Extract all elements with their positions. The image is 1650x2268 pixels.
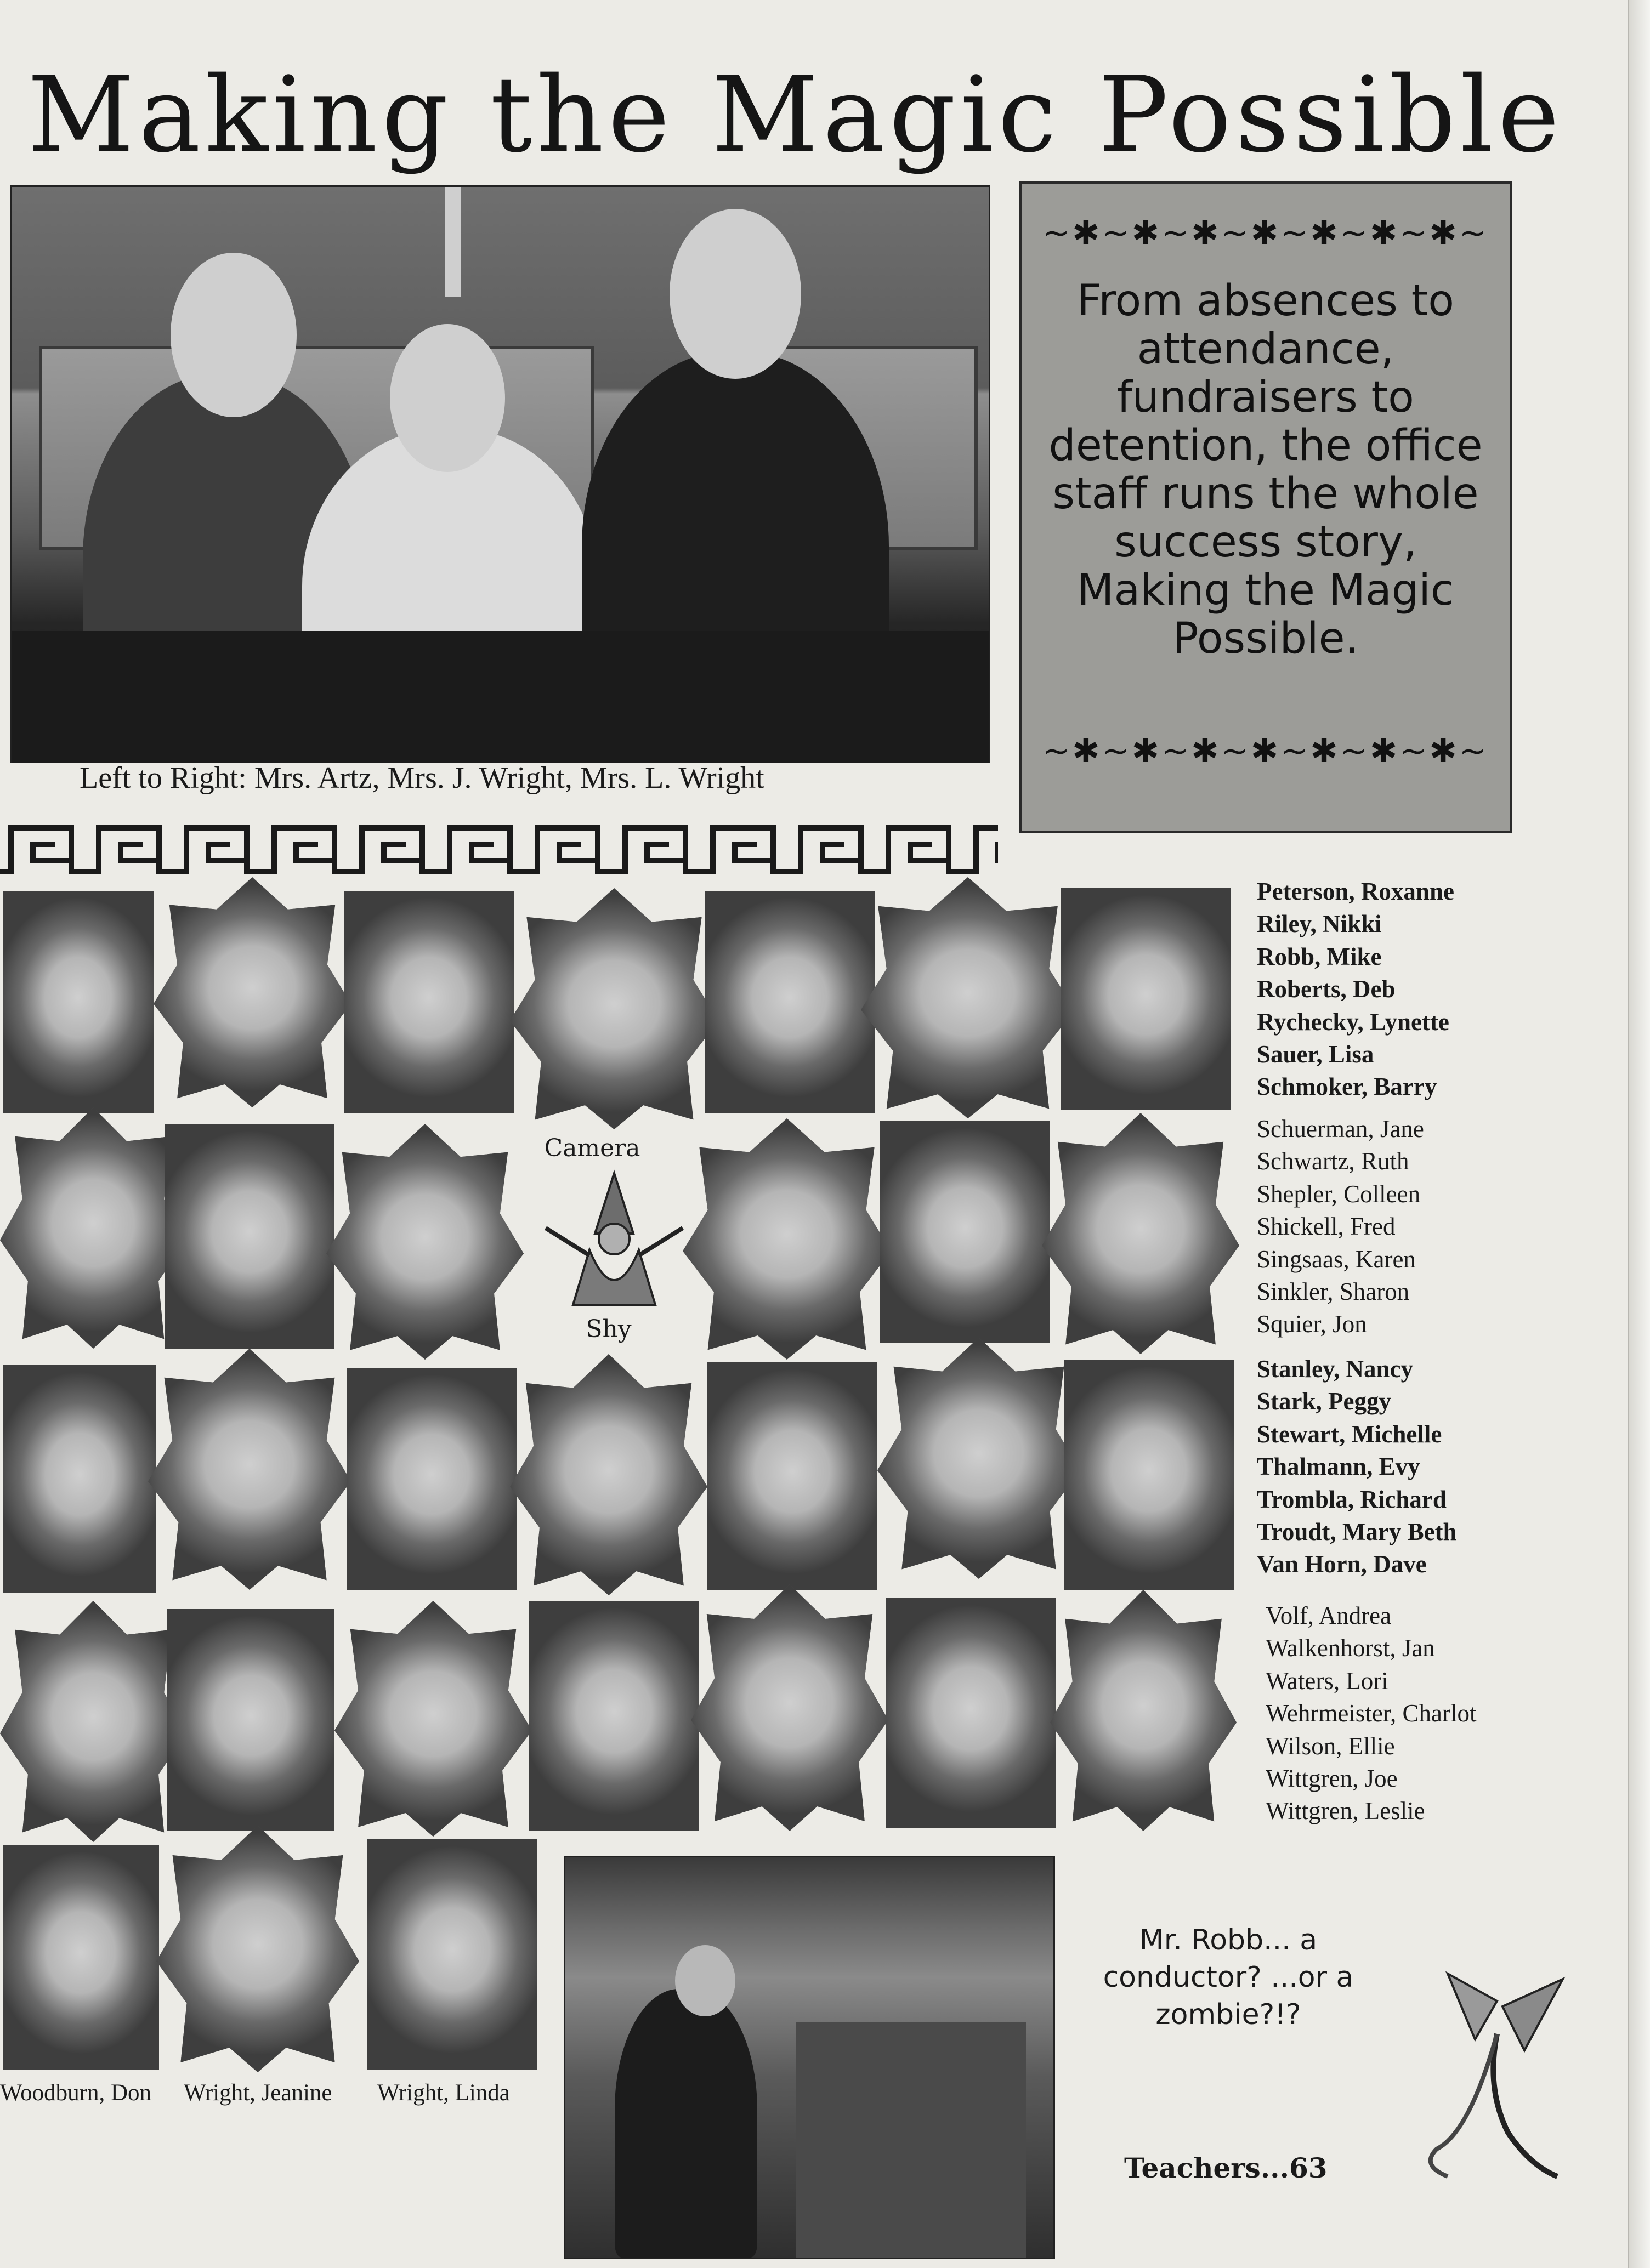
portrait xyxy=(510,888,718,1129)
portrait xyxy=(510,1354,707,1595)
portrait xyxy=(367,1839,537,2070)
staff-name: Shepler, Colleen xyxy=(1257,1180,1421,1208)
portrait xyxy=(1050,1590,1237,1831)
portrait xyxy=(148,1349,351,1590)
portrait xyxy=(886,1598,1056,1828)
name-list-group-1 xyxy=(1257,876,1520,1104)
portrait xyxy=(683,1118,891,1360)
staff-name: Sinkler, Sharon xyxy=(1257,1278,1410,1306)
portrait xyxy=(156,1826,359,2072)
staff-name: Van Horn, Dave xyxy=(1257,1550,1427,1578)
flag xyxy=(445,187,461,297)
portrait xyxy=(347,1368,517,1590)
portrait xyxy=(3,891,154,1113)
portrait xyxy=(0,1107,186,1349)
quote-decoration-bottom: ~✱~✱~✱~✱~✱~✱~✱~ xyxy=(1042,732,1489,770)
page-spine-edge xyxy=(1628,0,1650,2268)
wizard-mascot-icon xyxy=(535,1168,694,1310)
portrait xyxy=(1042,1113,1239,1354)
greek-key-border xyxy=(0,817,998,883)
staff-name: Singsaas, Karen xyxy=(1257,1245,1416,1273)
staff-name: Volf, Andrea xyxy=(1266,1602,1392,1629)
staff-name: Stark, Peggy xyxy=(1257,1388,1391,1416)
portrait-name-woodburn: Woodburn, Don xyxy=(0,2080,152,2106)
quote-decoration-top: ~✱~✱~✱~✱~✱~✱~✱~ xyxy=(1042,214,1489,252)
portrait xyxy=(3,1365,156,1593)
portrait xyxy=(705,891,875,1113)
office-counter xyxy=(12,631,989,763)
choir-group xyxy=(796,2022,1026,2258)
mascot-label-bottom: Shy xyxy=(586,1315,632,1343)
staff-name: Robb, Mike xyxy=(1257,942,1382,970)
name-list-group-4 xyxy=(1266,1600,1529,1828)
staff-name: Waters, Lori xyxy=(1266,1667,1388,1695)
staff-name: Walkenhorst, Jan xyxy=(1266,1634,1435,1662)
person-left-head xyxy=(171,253,297,417)
quote-text: From absences to attendance, fundraisers to detention, the office staff runs the whole success story, Making the Magic Possible. xyxy=(1048,276,1483,663)
portrait xyxy=(326,1124,524,1360)
person-middle-head xyxy=(390,324,505,472)
portrait xyxy=(165,1124,334,1349)
portrait xyxy=(334,1601,532,1837)
staff-name: Stanley, Nancy xyxy=(1257,1355,1414,1383)
staff-name: Wehrmeister, Charlot xyxy=(1266,1699,1477,1727)
portrait xyxy=(529,1601,699,1831)
staff-name: Thalmann, Evy xyxy=(1257,1453,1420,1481)
portrait xyxy=(344,891,514,1113)
name-list-group-2 xyxy=(1257,1113,1520,1341)
name-list-group-3 xyxy=(1257,1353,1520,1581)
mr-robb-photo xyxy=(564,1856,1055,2259)
portrait xyxy=(877,1338,1080,1579)
portrait xyxy=(880,1121,1050,1343)
quote-box xyxy=(1019,181,1512,833)
conductor-head xyxy=(675,1945,735,2016)
portrait xyxy=(154,877,351,1107)
person-right-head xyxy=(670,209,801,379)
portrait xyxy=(691,1584,888,1831)
staff-name: Sauer, Lisa xyxy=(1257,1041,1374,1068)
staff-name: Wittgren, Leslie xyxy=(1266,1797,1425,1825)
staff-name: Riley, Nikki xyxy=(1257,910,1382,938)
staff-name: Peterson, Roxanne xyxy=(1257,878,1454,905)
mascot-label-top: Camera xyxy=(544,1134,640,1162)
hero-photo-caption: Left to Right: Mrs. Artz, Mrs. J. Wright, Mrs. L. Wright xyxy=(80,761,764,795)
staff-name: Schmoker, Barry xyxy=(1257,1073,1437,1101)
portrait xyxy=(167,1609,334,1831)
staff-name: Wilson, Ellie xyxy=(1266,1732,1395,1760)
robb-photo-caption: Mr. Robb... a conductor? ...or a zombie?!? xyxy=(1103,1924,1354,2031)
staff-name: Stewart, Michelle xyxy=(1257,1420,1442,1448)
staff-name: Trombla, Richard xyxy=(1257,1485,1447,1513)
staff-name: Squier, Jon xyxy=(1257,1310,1367,1338)
staff-name: Rychecky, Lynette xyxy=(1257,1008,1449,1036)
portrait xyxy=(861,877,1075,1118)
page-folio: Teachers...63 xyxy=(1124,2152,1328,2184)
page-title: Making the Magic Possible xyxy=(27,54,1564,175)
staff-name: Schuerman, Jane xyxy=(1257,1115,1424,1142)
staff-name: Shickell, Fred xyxy=(1257,1213,1396,1241)
staff-name: Troudt, Mary Beth xyxy=(1257,1518,1457,1546)
portrait xyxy=(707,1362,877,1590)
office-staff-photo xyxy=(10,185,990,763)
portrait xyxy=(1061,888,1231,1110)
staff-name: Wittgren, Joe xyxy=(1266,1765,1398,1793)
portrait xyxy=(0,1601,186,1842)
portrait-name-l-wright: Wright, Linda xyxy=(377,2080,510,2106)
dragon-icon xyxy=(1415,1968,1579,2193)
portrait xyxy=(3,1845,159,2070)
conductor-figure xyxy=(615,1989,757,2258)
staff-name: Schwartz, Ruth xyxy=(1257,1147,1409,1175)
staff-name: Roberts, Deb xyxy=(1257,975,1396,1003)
portrait xyxy=(1064,1360,1234,1590)
portrait-name-j-wright: Wright, Jeanine xyxy=(184,2080,332,2106)
